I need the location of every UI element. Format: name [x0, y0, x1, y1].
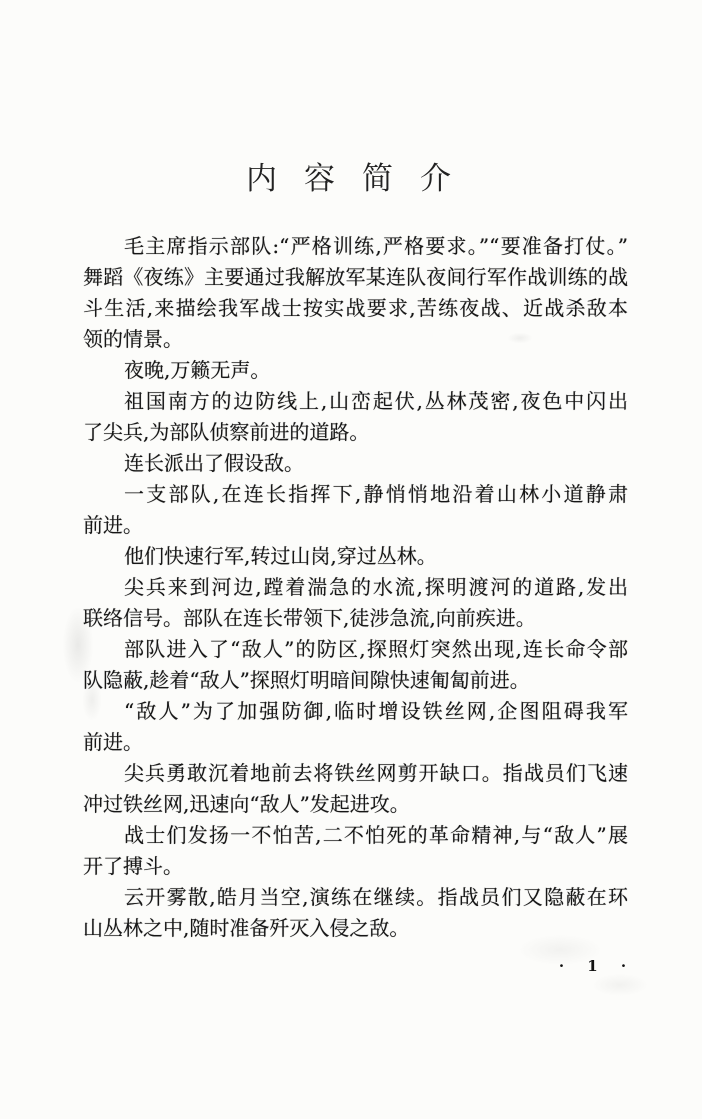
text-line: 连长派出了假设敌。 [124, 451, 304, 475]
text-line: 联络信号。部队在连长带领下,徒涉急流,向前疾进。 [83, 606, 536, 630]
text-line: 战士们发扬一不怕苦,二不怕死的革命精神,与“敌人”展 [124, 823, 628, 847]
page-title: 内容简介 [246, 161, 478, 197]
text-line: 前进。 [83, 730, 143, 754]
text-line: 前进。 [83, 513, 143, 537]
text-line: 了尖兵,为部队侦察前进的道路。 [83, 420, 370, 444]
text-line: 领的情景。 [83, 327, 183, 351]
text-line: 舞蹈《夜练》主要通过我解放军某连队夜间行军作战训练的战 [83, 265, 628, 289]
text-line: “敌人”为了加强防御,临时增设铁丝网,企图阻碍我军 [124, 699, 628, 723]
text-line: 祖国南方的边防线上,山峦起伏,丛林茂密,夜色中闪出 [124, 389, 628, 413]
text-line: 部队进入了“敌人”的防区,探照灯突然出现,连长命令部 [124, 637, 628, 661]
text-line: 夜晚,万籁无声。 [124, 358, 271, 382]
synopsis-text-block [83, 231, 628, 944]
text-line: 尖兵勇敢沉着地前去将铁丝网剪开缺口。指战员们飞速 [124, 761, 628, 785]
text-line: 斗生活,来描绘我军战士按实战要求,苦练夜战、近战杀敌本 [83, 296, 628, 320]
page-number: · 1 · [558, 957, 636, 975]
text-line: 队隐蔽,趁着“敌人”探照灯明暗间隙快速匍匐前进。 [83, 668, 530, 692]
text-line: 冲过铁丝网,迅速向“敌人”发起进攻。 [83, 792, 410, 816]
text-line: 尖兵来到河边,蹚着湍急的水流,探明渡河的道路,发出 [124, 575, 628, 599]
text-line: 他们快速行军,转过山岗,穿过丛林。 [124, 544, 437, 568]
text-line: 毛主席指示部队:“严格训练,严格要求。”“要准备打仗。” [124, 234, 628, 258]
text-line: 云开雾散,皓月当空,演练在继续。指战员们又隐蔽在环 [124, 885, 628, 909]
text-line: 山丛林之中,随时准备歼灭入侵之敌。 [83, 916, 410, 940]
text-line: 一支部队,在连长指挥下,静悄悄地沿着山林小道静肃 [124, 482, 628, 506]
text-line: 开了搏斗。 [83, 854, 183, 878]
